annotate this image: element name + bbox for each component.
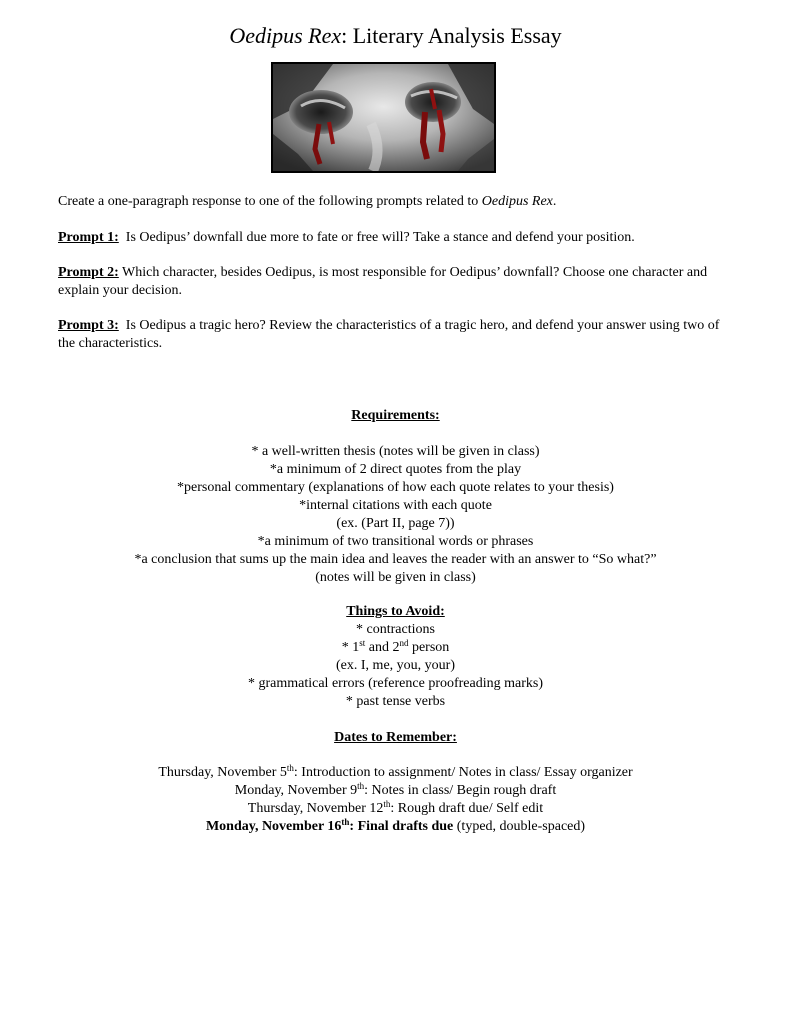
date-text: : Notes in class/ Begin rough draft — [364, 783, 557, 798]
title-italic: Oedipus Rex — [229, 23, 342, 48]
date-item — [0, 764, 791, 782]
requirement-item: *internal citations with each quote — [299, 498, 492, 513]
intro-paragraph — [58, 193, 738, 211]
title-rest: : Literary Analysis Essay — [341, 23, 562, 48]
date-text: Thursday, November 12 — [247, 801, 384, 816]
prompt-3-text: Is Oedipus a tragic hero? Review the characteristics of a tragic hero, and defend your answer using two of the characteristics. — [58, 318, 720, 351]
date-text: : Rough draft due/ Self edit — [390, 801, 544, 816]
prompt-3 — [58, 317, 738, 353]
requirement-item: (ex. (Part II, page 7)) — [336, 516, 455, 531]
prompt-1-text: Is Oedipus’ downfall due more to fate or free will? Take a stance and defend your position. — [125, 230, 635, 245]
avoid-heading: Things to Avoid: — [346, 604, 445, 619]
requirement-item: *a minimum of two transitional words or phrases — [257, 534, 534, 549]
prompt-2-text: Which character, besides Oedipus, is most responsible for Oedipus’ downfall? Choose one character and explain your decision. — [58, 265, 708, 298]
prompt-2-label: Prompt 2: — [58, 265, 119, 280]
final-date-text: : Final drafts due — [349, 819, 454, 834]
requirement-item: (notes will be given in class) — [315, 570, 476, 585]
date-item-final — [0, 818, 791, 836]
ordinal-suffix: th — [383, 799, 391, 809]
date-text: Thursday, November 5 — [158, 765, 287, 780]
requirements-heading: Requirements: — [351, 408, 440, 423]
intro-text: Create a one-paragraph response to one of the following prompts related to — [58, 194, 482, 209]
prompt-2 — [58, 264, 738, 300]
avoid-item: * contractions — [356, 622, 435, 637]
ordinal-suffix: th — [286, 763, 294, 773]
requirements-section — [0, 407, 791, 587]
requirement-item: *personal commentary (explanations of how each quote relates to your thesis) — [177, 480, 614, 495]
prompt-1-label: Prompt 1: — [58, 230, 119, 245]
header-image — [271, 62, 496, 173]
avoid-item-person — [0, 639, 791, 657]
ordinal-suffix: th — [341, 817, 350, 827]
avoid-section — [0, 603, 791, 711]
final-date-note: (typed, double-spaced) — [453, 819, 586, 834]
ordinal-suffix: st — [359, 638, 366, 648]
date-text: : Introduction to assignment/ Notes in class/ Essay organizer — [293, 765, 633, 780]
intro-italic: Oedipus Rex — [481, 194, 553, 209]
ordinal-suffix: nd — [399, 638, 409, 648]
page-title — [0, 22, 791, 50]
final-date-text: Monday, November 16 — [205, 819, 342, 834]
dates-heading: Dates to Remember: — [334, 730, 457, 745]
dates-section — [0, 729, 791, 836]
requirement-item: * a well-written thesis (notes will be given in class) — [251, 444, 540, 459]
requirement-item: *a conclusion that sums up the main idea and leaves the reader with an answer to “So what?” — [134, 552, 657, 567]
avoid-item: * grammatical errors (reference proofreading marks) — [247, 676, 543, 691]
intro-end: . — [552, 194, 557, 209]
date-text: Monday, November 9 — [234, 783, 358, 798]
person-text: * 1 — [341, 640, 360, 655]
avoid-item: * past tense verbs — [345, 694, 446, 709]
date-item — [0, 782, 791, 800]
person-text: and 2 — [365, 640, 400, 655]
bleeding-eyes-image — [273, 64, 494, 171]
ordinal-suffix: th — [357, 781, 365, 791]
prompt-3-label: Prompt 3: — [58, 318, 119, 333]
date-item — [0, 800, 791, 818]
prompt-1 — [58, 229, 738, 247]
requirement-item: *a minimum of 2 direct quotes from the play — [269, 462, 522, 477]
avoid-item: (ex. I, me, you, your) — [336, 658, 455, 673]
person-text: person — [408, 640, 450, 655]
